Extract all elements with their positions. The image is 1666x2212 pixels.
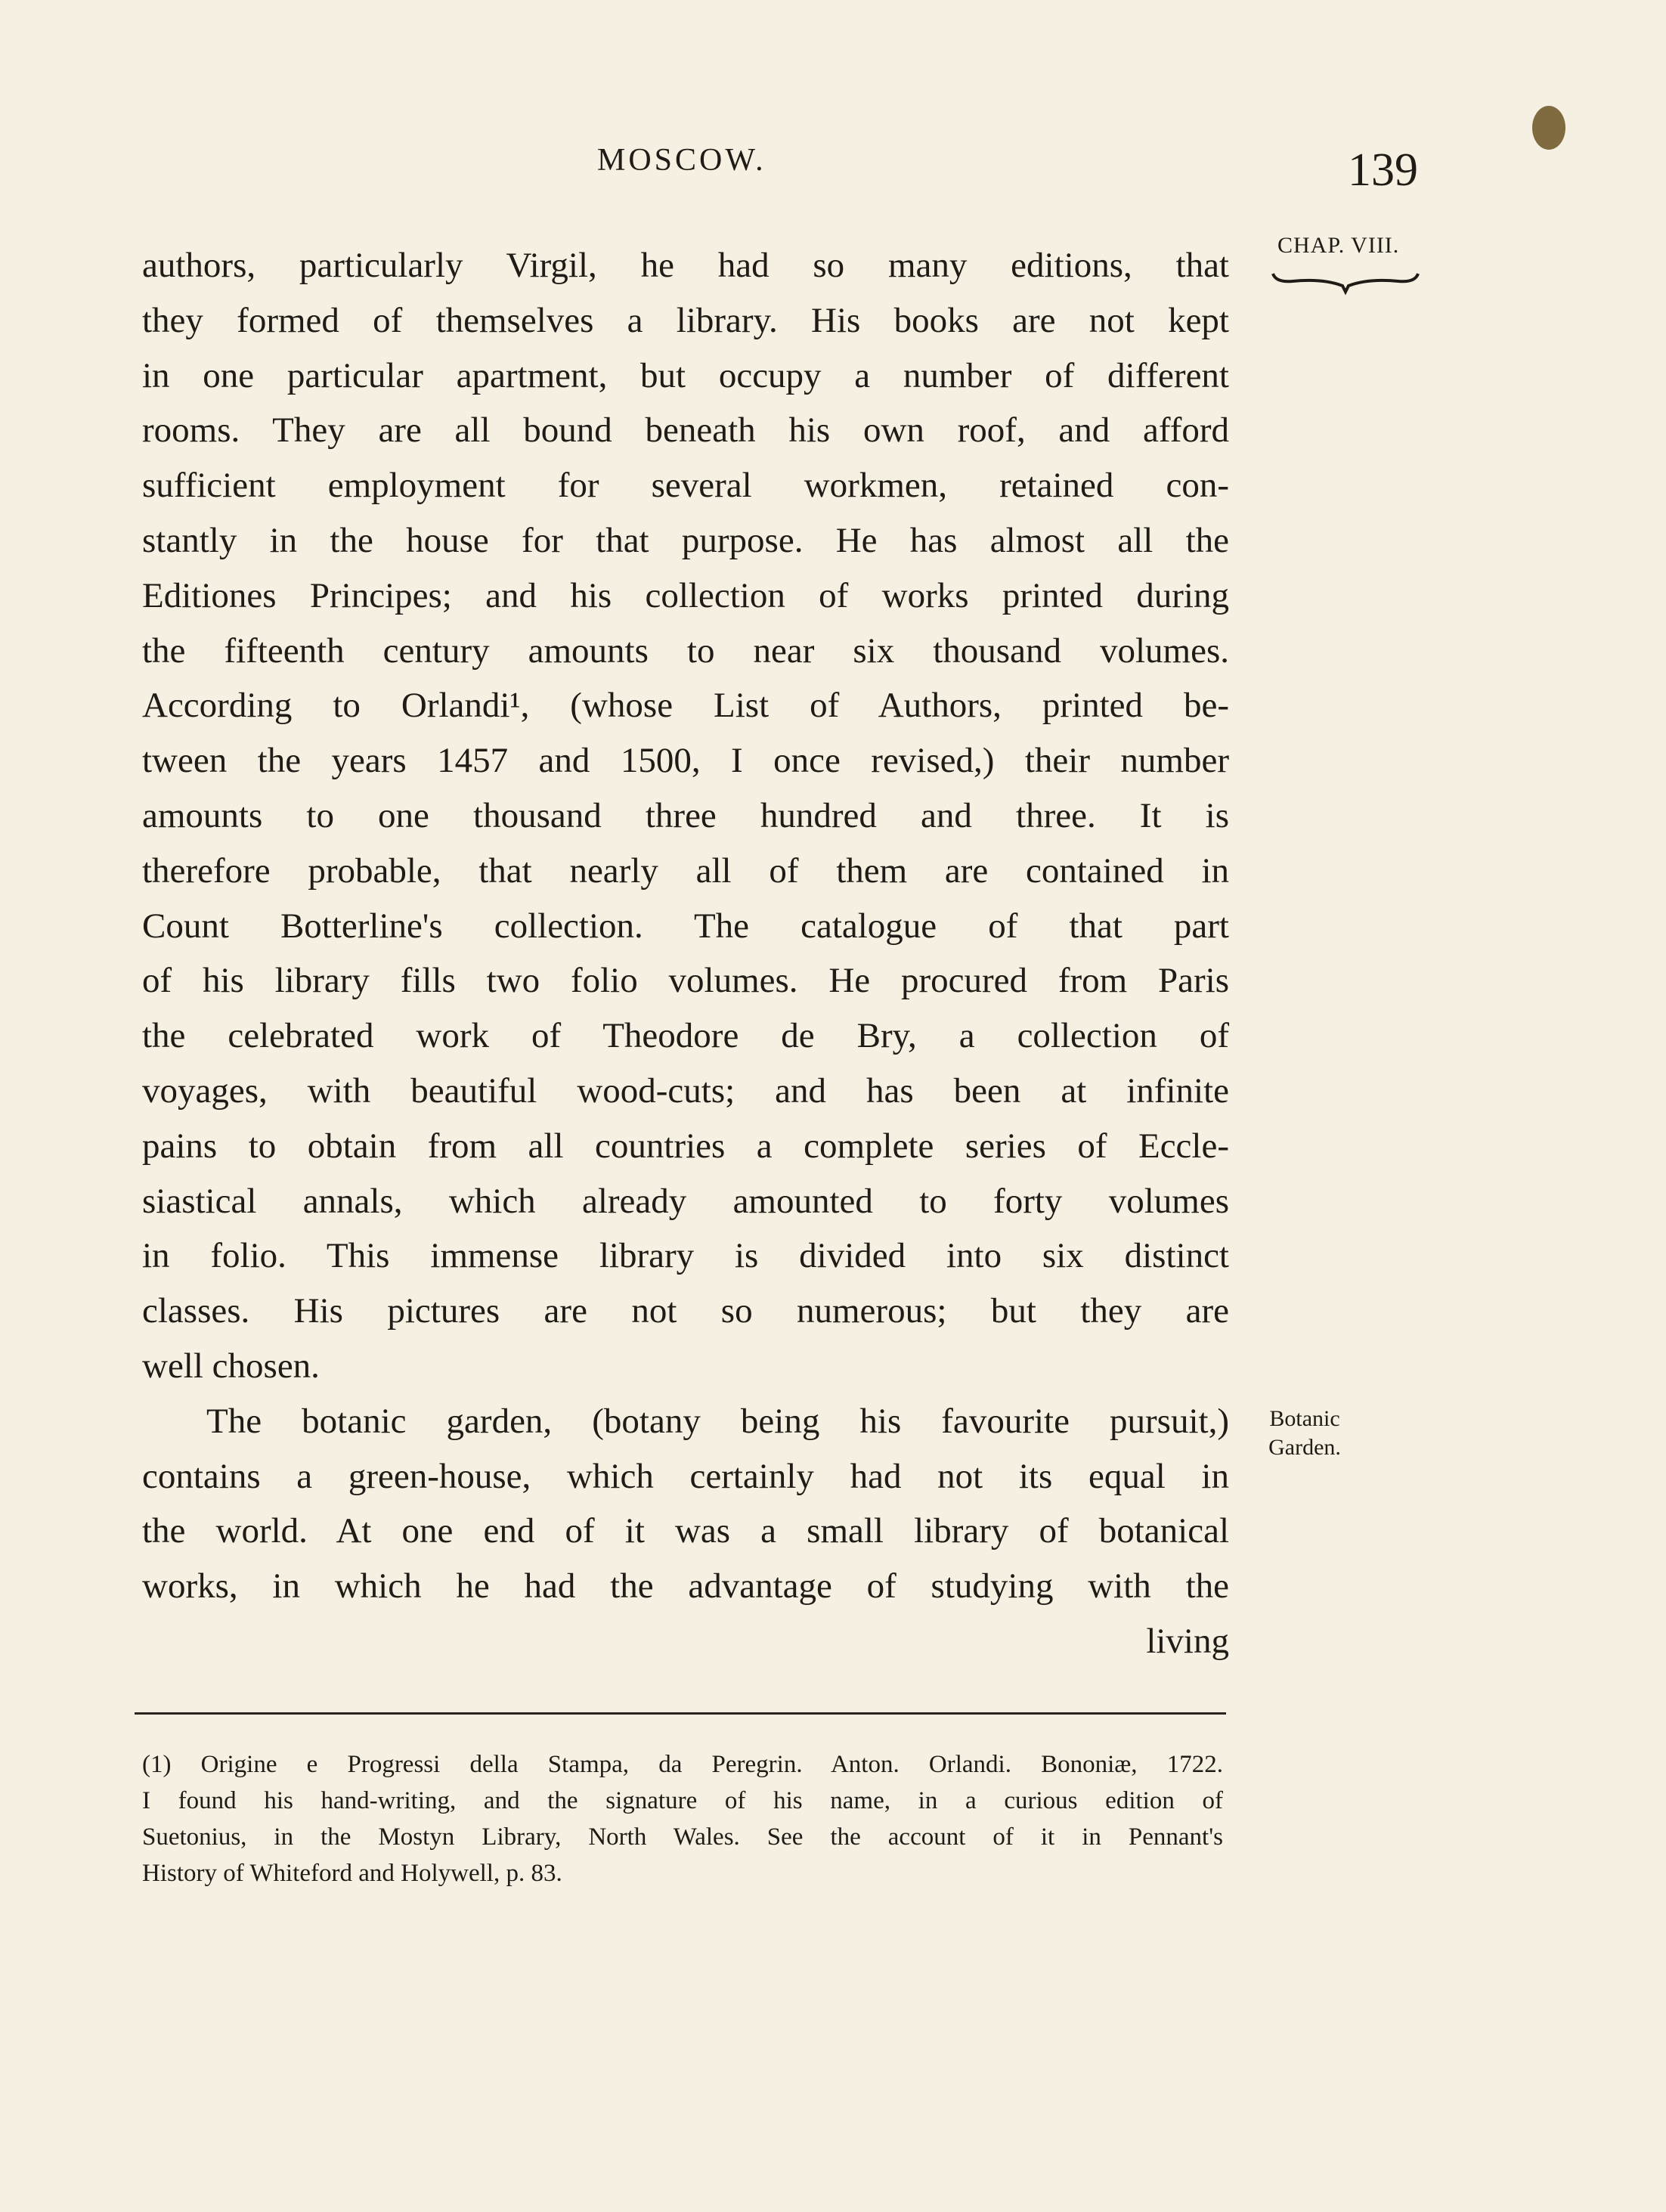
body-line: in one particular apartment, but occupy a number of different [142,355,1229,395]
page-number: 139 [1348,144,1418,196]
body-line: sufficient employment for several workmen, retained con- [142,466,1229,506]
body-line: contains a green-house, which certainly had not its equal in [142,1456,1229,1496]
sidenote-line: Botanic [1269,1406,1340,1431]
body-line: well chosen. [142,1346,320,1386]
footnote-line: (1) Origine e Progressi della Stampa, da Peregrin. Anton. Orlandi. Bononiæ, 1722. [142,1751,1223,1778]
body-line: the fifteenth century amounts to near six thousand volumes. [142,630,1229,671]
body-line: amounts to one thousand three hundred and three. It is [142,795,1229,835]
body-line: therefore probable, that nearly all of them are contained in [142,850,1229,891]
footnote-line: History of Whiteford and Holywell, p. 83. [142,1860,562,1887]
body-line: stantly in the house for that purpose. He has almost all the [142,520,1229,560]
catchword: living [1146,1621,1229,1661]
body-line: voyages, with beautiful wood-cuts; and has been at infinite [142,1070,1229,1111]
body-line: the world. At one end of it was a small library of botanical [142,1511,1229,1551]
ink-blot [1532,106,1565,150]
footnote-line: I found his hand-writing, and the signature of his name, in a curious edition of [142,1787,1223,1814]
body-line: in folio. This immense library is divided into six distinct [142,1236,1229,1276]
body-line: siastical annals, which already amounted to forty volumes [142,1181,1229,1221]
footnotes [142,1746,1223,1891]
footnote-rule [135,1712,1226,1715]
margin-sidenote [1259,1405,1350,1462]
chapter-label: CHAP. VIII. [1277,233,1400,258]
body-line: pains to obtain from all countries a complete series of Eccle- [142,1126,1229,1166]
chapter-brace-ornament [1270,266,1421,296]
body-line: works, in which he had the advantage of studying with the [142,1566,1229,1606]
body-line: classes. His pictures are not so numerous; but they are [142,1291,1229,1331]
body-line: Editiones Principes; and his collection of works printed during [142,575,1229,615]
body-text [142,238,1229,1669]
body-line: they formed of themselves a library. His books are not kept [142,300,1229,340]
body-line: authors, particularly Virgil, he had so many editions, that [142,246,1229,285]
body-line: tween the years 1457 and 1500, I once revised,) their number [142,741,1229,781]
running-title: MOSCOW. [597,143,766,178]
footnote-line: Suetonius, in the Mostyn Library, North Wales. See the account of it in Pennant's [142,1823,1223,1851]
sidenote-line: Garden. [1268,1435,1341,1460]
body-line: The botanic garden, (botany being his favourite pursuit,) [206,1401,1229,1441]
body-line: of his library fills two folio volumes. He procured from Paris [142,961,1229,1001]
body-line: Count Botterline's collection. The catalogue of that part [142,906,1229,946]
body-line: rooms. They are all bound beneath his own roof, and afford [142,410,1229,451]
body-line: According to Orlandi¹, (whose List of Authors, printed be- [142,686,1229,726]
body-line: the celebrated work of Theodore de Bry, a collection of [142,1016,1229,1056]
